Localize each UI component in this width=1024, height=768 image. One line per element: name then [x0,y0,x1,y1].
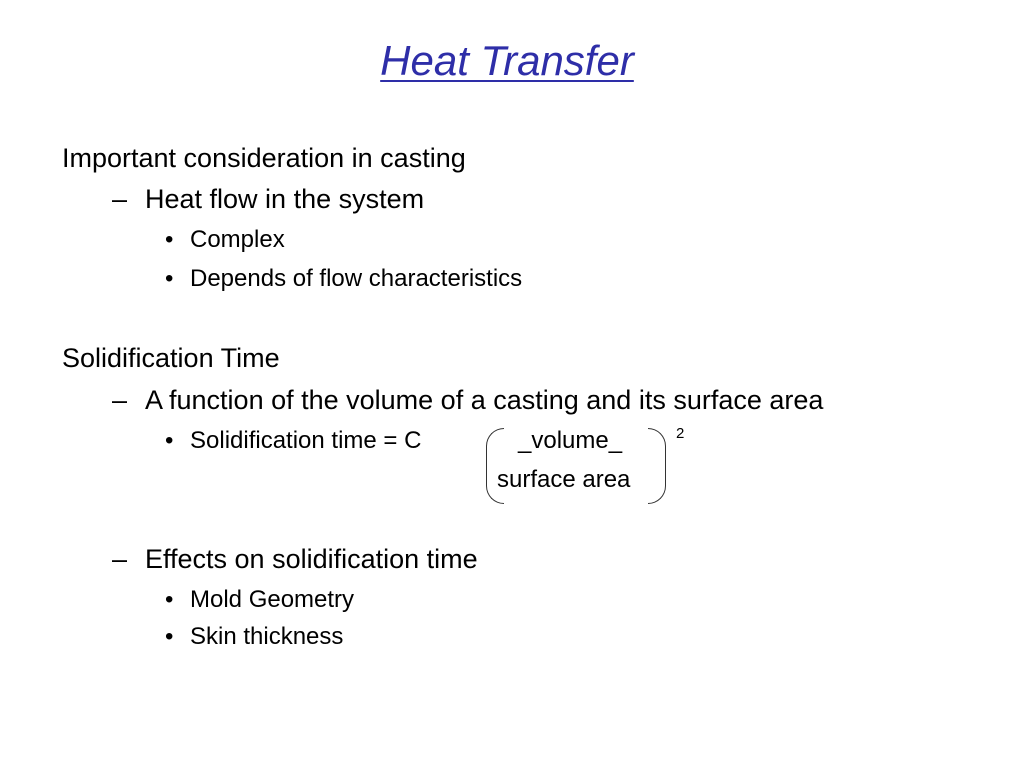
bullet-skin-thickness: Skin thickness [190,623,344,650]
dash-marker: – [112,544,128,574]
dash-marker: – [112,184,128,214]
bullet-depends-flow: Depends of flow characteristics [190,265,523,292]
bullet-mold-geometry: Mold Geometry [190,586,355,613]
sub-heat-flow: Heat flow in the system [145,184,425,214]
formula-exponent: 2 [676,425,685,442]
formula-prefix: Solidification time = C [190,427,422,454]
bullet-marker: • [165,226,174,253]
bullet-complex: Complex [190,226,285,253]
formula-right-paren [648,428,666,504]
formula-numerator: _volume_ [518,427,623,454]
bullet-marker: • [165,623,174,650]
bullet-marker: • [165,427,174,454]
formula-denominator: surface area [497,466,631,493]
heading-important-consideration: Important consideration in casting [62,143,466,173]
slide-title: Heat Transfer [380,37,634,84]
dash-marker: – [112,385,128,415]
sub-function-volume: A function of the volume of a casting and its surface area [145,385,824,415]
bullet-marker: • [165,586,174,613]
heading-solidification-time: Solidification Time [62,343,280,373]
bullet-marker: • [165,265,174,292]
sub-effects: Effects on solidification time [145,544,478,574]
